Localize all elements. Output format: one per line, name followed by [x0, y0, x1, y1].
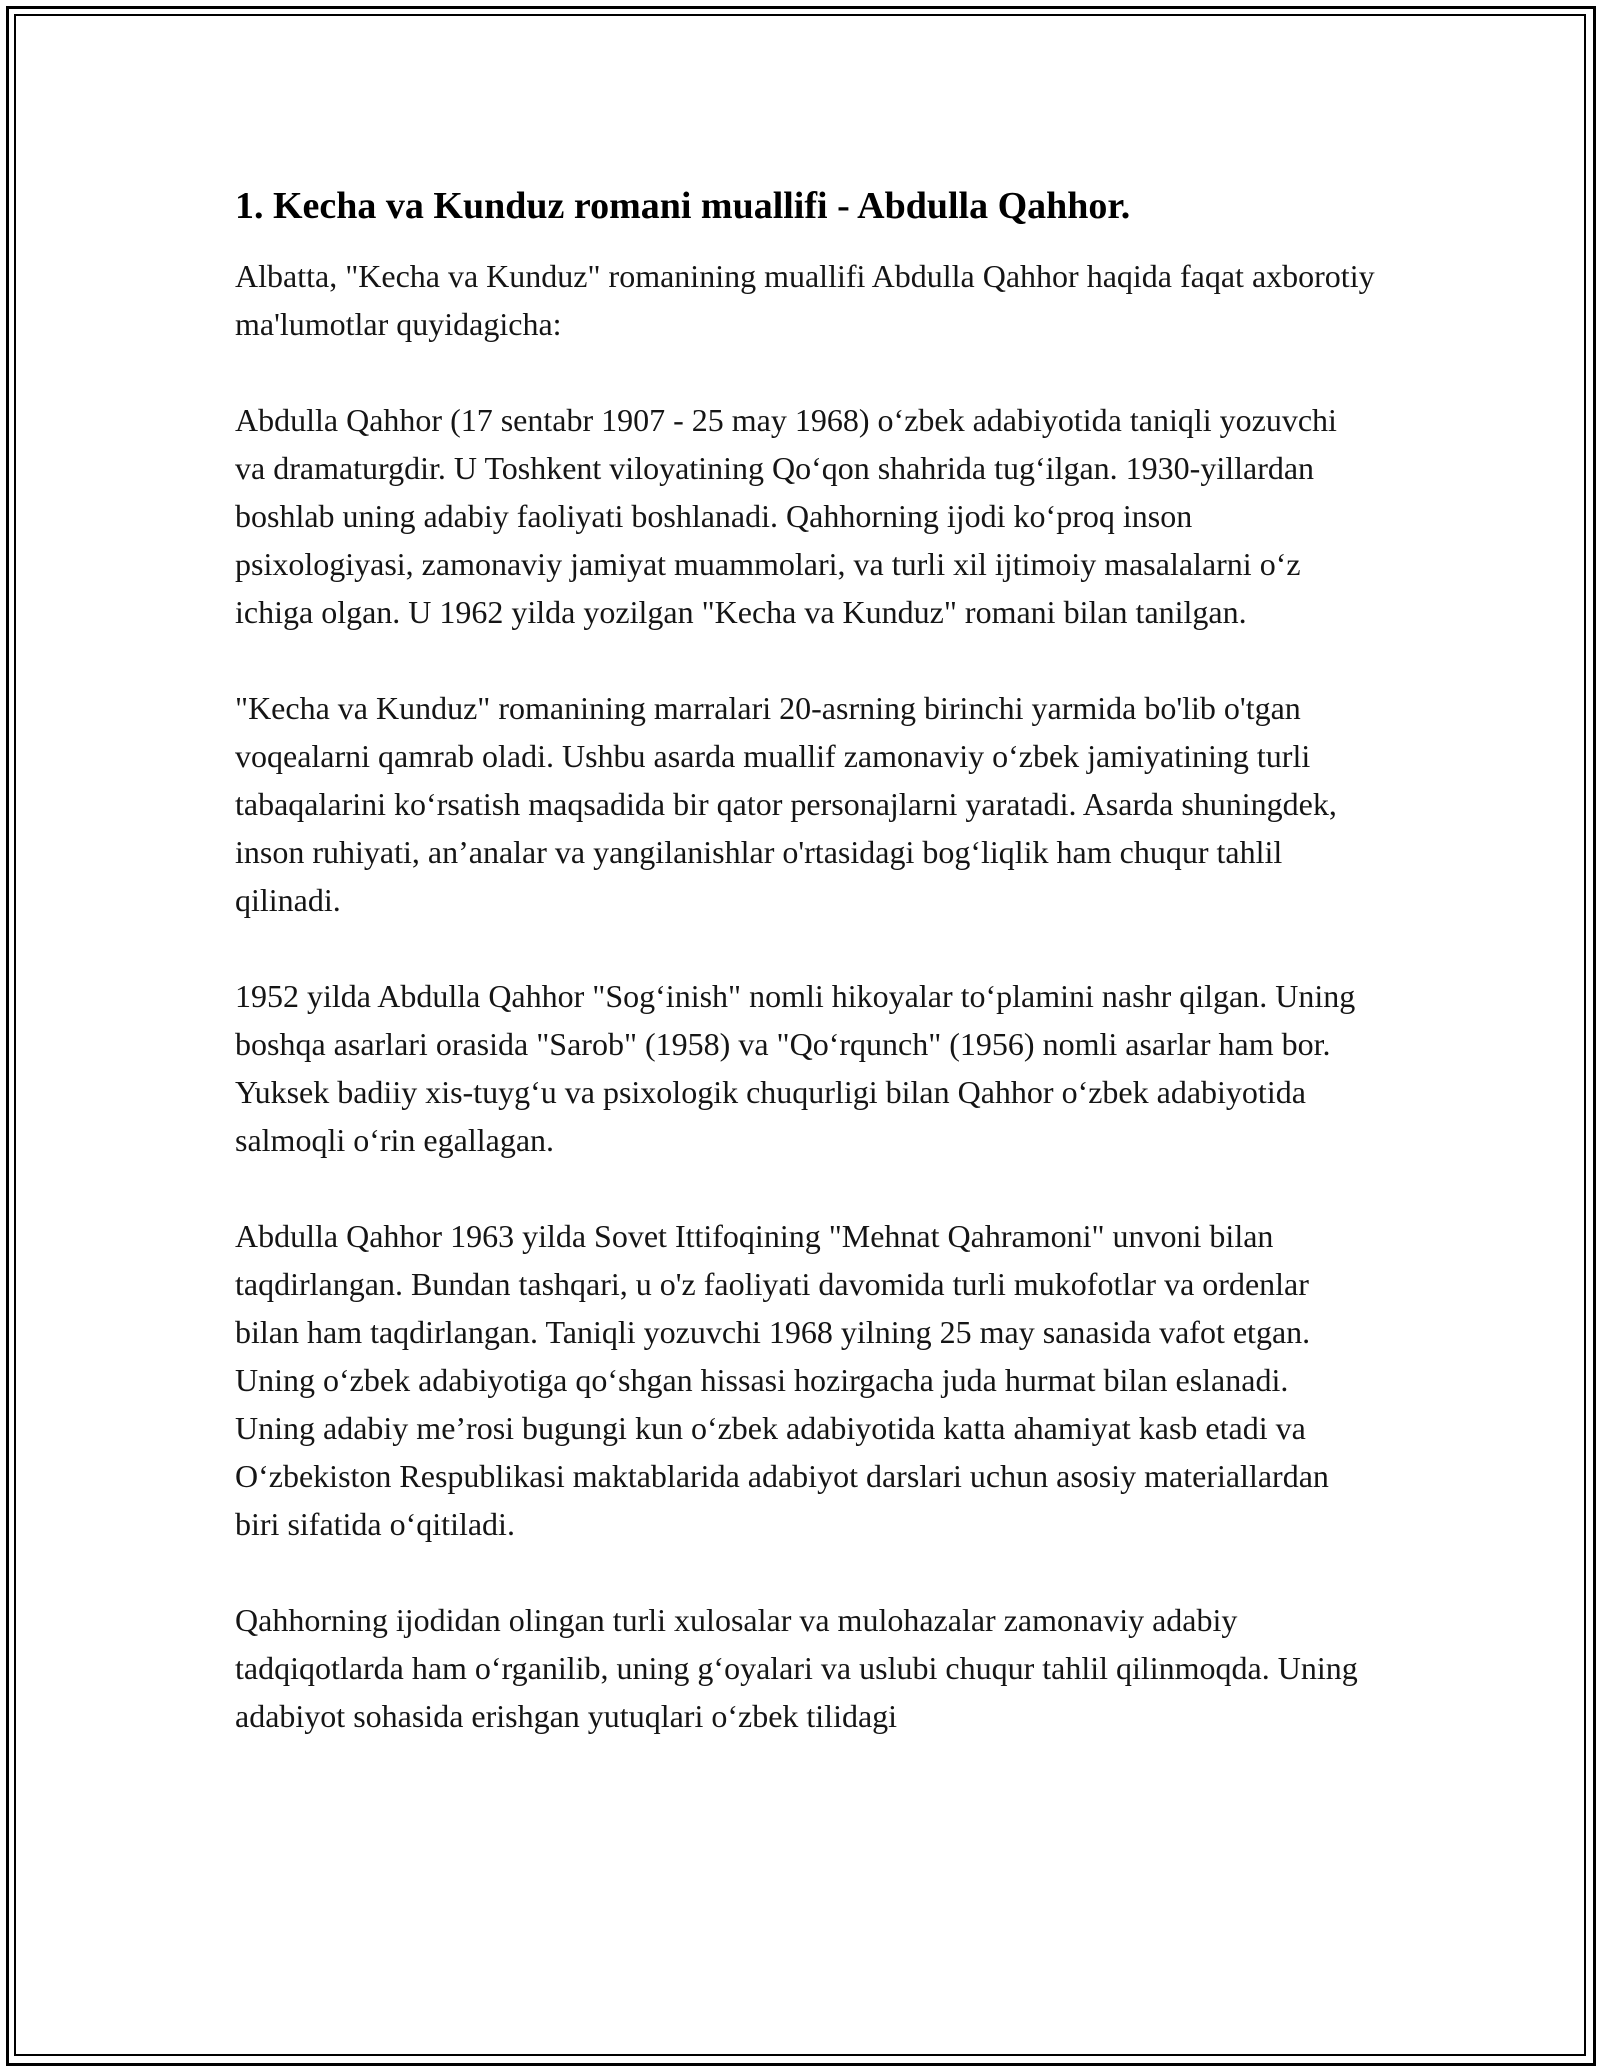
paragraph-biography: Abdulla Qahhor (17 sentabr 1907 - 25 may 1968) o‘zbek adabiyotida taniqli yozuvchi va dramaturgdir. U Toshkent viloyatining Qo‘qon shahrida tug‘ilgan. 1930-yillardan boshlab uning adabiy faoliyati boshlanadi. Qahhorning ijodi ko‘proq inson psixologiyasi, zamonaviy jamiyat muammolari, va turli xil ijtimoiy masalalarni o‘z ichiga olgan. U 1962 yilda yozilgan "Kecha va Kunduz" romani bilan tanilgan.	[235, 402, 1337, 630]
paragraph-intro: Albatta, "Kecha va Kunduz" romanining muallifi Abdulla Qahhor haqida faqat axborotiy ma'lumotlar quyidagicha:	[235, 258, 1375, 342]
paragraph-novel: "Kecha va Kunduz" romanining marralari 20-asrning birinchi yarmida bo'lib o'tgan voqealarni qamrab oladi. Ushbu asarda muallif zamonaviy o‘zbek jamiyatining turli tabaqalarini ko‘rsatish maqsadida bir qator personajlarni yaratadi. Asarda shuningdek, inson ruhiyati, an’analar va yangilanishlar o'rtasidagi bog‘liqlik ham chuqur tahlil qilinadi.	[235, 690, 1337, 918]
paragraph-legacy: Qahhorning ijodidan olingan turli xulosalar va mulohazalar zamonaviy adabiy tadqiqotlarda ham o‘rganilib, uning g‘oyalari va uslubi chuqur tahlil qilinmoqda. Uning adabiyot sohasida erishgan yutuqlari o‘zbek tilidagi	[235, 1602, 1358, 1734]
paragraph-awards: Abdulla Qahhor 1963 yilda Sovet Ittifoqining "Mehnat Qahramoni" unvoni bilan taqdirlangan. Bundan tashqari, u o'z faoliyati davomida turli mukofotlar va ordenlar bilan ham taqdirlangan. Taniqli yozuvchi 1968 yilning 25 may sanasida vafot etgan. Uning o‘zbek adabiyotiga qo‘shgan hissasi hozirgacha juda hurmat bilan eslanadi. Uning adabiy me’rosi bugungi kun o‘zbek adabiyotida katta ahamiyat kasb etadi va O‘zbekiston Respublikasi maktablarida adabiyot darslari uchun asosiy materiallardan biri sifatida o‘qitiladi.	[235, 1218, 1329, 1542]
document-heading: 1. Kecha va Kunduz romani muallifi - Abdulla Qahhor.	[235, 185, 1131, 227]
paragraph-works: 1952 yilda Abdulla Qahhor "Sog‘inish" nomli hikoyalar to‘plamini nashr qilgan. Uning boshqa asarlari orasida "Sarob" (1958) va "Qo‘rqunch" (1956) nomli asarlar ham bor. Yuksek badiiy xis-tuyg‘u va psixologik chuqurligi bilan Qahhor o‘zbek adabiyotida salmoqli o‘rin egallagan.	[235, 978, 1356, 1158]
document-body	[235, 182, 1375, 1788]
